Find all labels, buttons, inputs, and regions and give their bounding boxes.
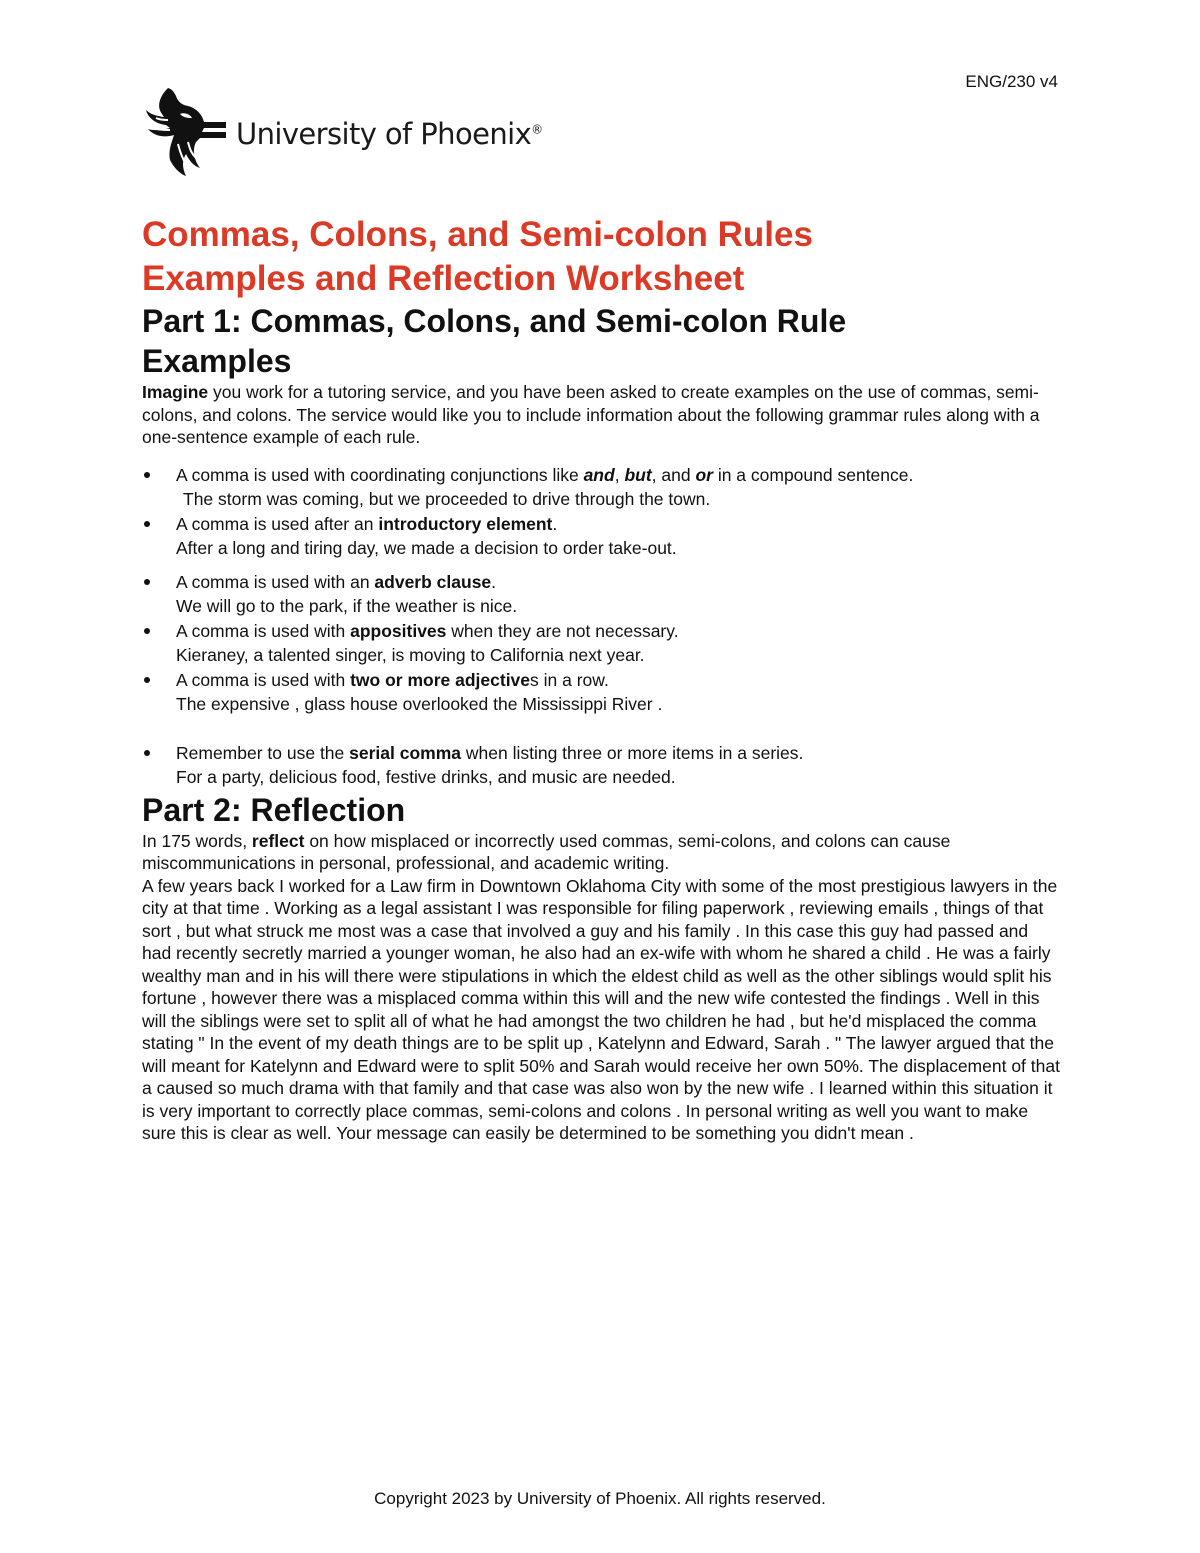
list-item: A comma is used after an introductory element. After a long and tiring day, we made a decision to order take-out. [142,512,1062,561]
rule-example: For a party, delicious food, festive drinks, and music are needed. [176,767,676,787]
list-item: A comma is used with an adverb clause. We will go to the park, if the weather is nice. [142,570,1062,619]
list-item: A comma is used with coordinating conjunctions like and, but, and or in a compound sentence. The storm was coming, but we proceeded to drive through the town. [142,463,1062,512]
reflection-response: A few years back I worked for a Law firm in Downtown Oklahoma City with some of the most prestigious lawyers in the city at that time . Working as a legal assistant I was responsible for filing paperwork , reviewing emails , things of that sort , but what struck me most was a case that involved a guy and his family . In this case this guy had passed and had recently secretly married a younger woman, he also had an ex-wife with whom he shared a child . He was a fairly wealthy man and in his will there were stipulations in which the eldest child as well as the other siblings would split his fortune , however there was a misplaced comma within this will and the new wife contested the findings . Well in this will the siblings were set to split all of what he had amongst the two children he had , but he'd misplaced the comma stating " In the event of my death things are to be split up , Katelynn and Edward, Sarah . " The lawyer argued that the will meant for Katelynn and Edward were to split 50% and Sarah would receive her own 50%. The displacement of that a caused so much drama with that family and that case was also won by the new wife . I learned within this situation it is very important to correctly place commas, semi-colons and colons . In personal writing as well you want to make sure this is clear as well. Your message can easily be determined to be something you didn't mean . [142,875,1060,1143]
list-item: Remember to use the serial comma when listing three or more items in a series. For a party, delicious food, festive drinks, and music are needed. [142,741,1062,790]
title-line-2: Examples and Reflection Worksheet [142,259,745,298]
copyright-footer: Copyright 2023 by University of Phoenix. All rights reserved. [374,1489,826,1508]
university-logo [142,84,543,178]
part1-intro: Imagine you work for a tutoring service, and you have been asked to create examples on the use of commas, semi-colons, and colons. The service would like you to include information about the following grammar rules along with a one-sentence example of each rule. [142,382,1040,447]
rule-example: We will go to the park, if the weather is nice. [176,596,518,616]
part2-heading: Part 2: Reflection [142,791,406,828]
rule-example: Kieraney, a talented singer, is moving to California next year. [176,645,645,665]
rules-list [142,463,1062,790]
part1-heading: Part 1: Commas, Colons, and Semi-colon Rule Examples [142,303,847,379]
rule-example: The storm was coming, but we proceeded to drive through the town. [183,489,711,509]
title-line-1: Commas, Colons, and Semi-colon Rules [142,215,813,254]
phoenix-bird-icon [142,84,228,178]
list-item: A comma is used with appositives when they are not necessary. Kieraney, a talented singer, is moving to California next year. [142,619,1062,668]
rule-example: The expensive , glass house overlooked the Mississippi River . [176,694,663,714]
list-item: A comma is used with two or more adjectives in a row. The expensive , glass house overlooked the Mississippi River . [142,668,1062,717]
reflection-prompt: In 175 words, reflect on how misplaced or incorrectly used commas, semi-colons, and colons can cause miscommunications in personal, professional, and academic writing. [142,830,951,873]
course-code: ENG/230 v4 [965,72,1058,91]
logo-wordmark: University of Phoenix® [236,117,543,151]
document-title [142,213,1062,301]
rule-example: After a long and tiring day, we made a decision to order take-out. [176,538,677,558]
worksheet-content [142,213,1062,1145]
